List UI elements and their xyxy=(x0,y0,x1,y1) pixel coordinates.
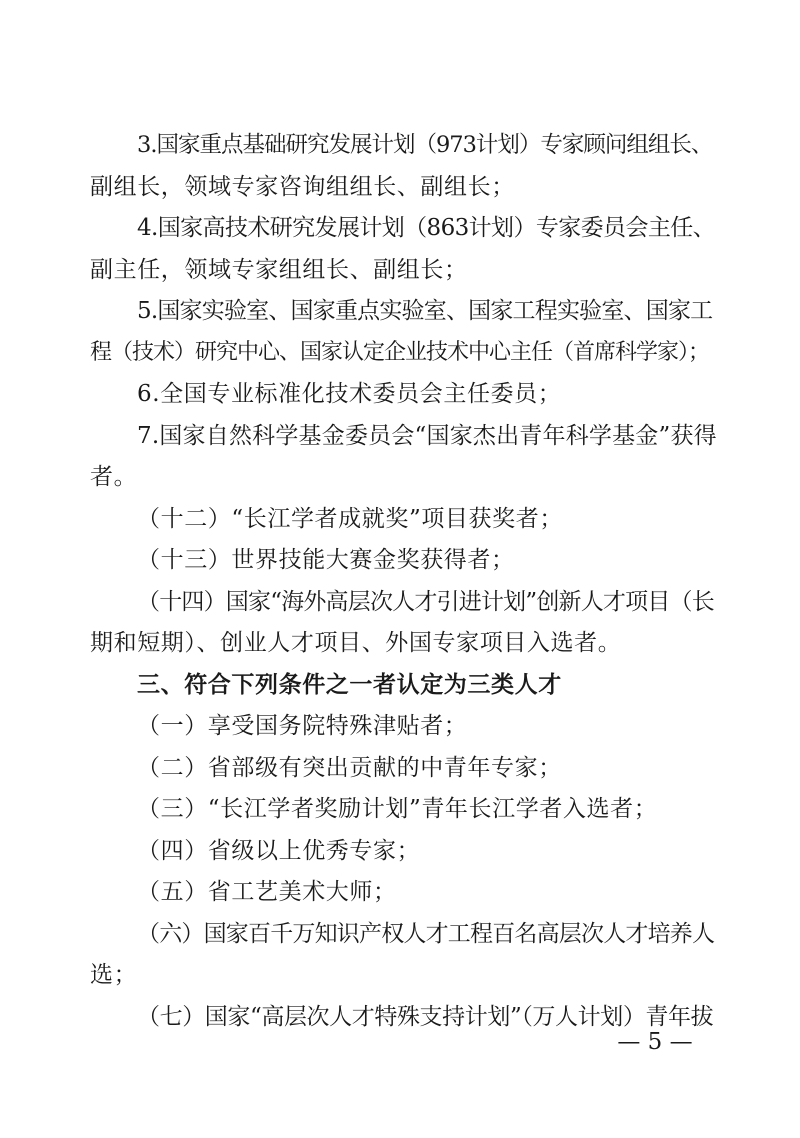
paragraph-line: 选； xyxy=(90,962,138,988)
paragraph-line: 副主任，领域专家组组长、副组长； xyxy=(90,257,468,283)
paragraph-line: （一）享受国务院特殊津贴者； xyxy=(137,713,468,739)
section-heading: 三、符合下列条件之一者认定为三类人才 xyxy=(137,672,562,698)
paragraph-line: 5.国家实验室、国家重点实验室、国家工程实验室、国家工 xyxy=(137,298,713,324)
paragraph-line: 副组长，领域专家咨询组组长、副组长； xyxy=(90,174,515,200)
paragraph-line: （六）国家百千万知识产权人才工程百名高层次人才培养人 xyxy=(137,921,715,947)
paragraph-line: 3.国家重点基础研究发展计划（973计划）专家顾问组组长、 xyxy=(137,132,713,158)
paragraph-line: （十三）世界技能大赛金奖获得者； xyxy=(137,547,515,573)
paragraph-line: 期和短期）、创业人才项目、外国专家项目入选者。 xyxy=(90,630,622,656)
paragraph-line: 7.国家自然科学基金委员会“国家杰出青年科学基金”获得 xyxy=(137,423,717,449)
paragraph-line: 者。 xyxy=(90,464,138,490)
paragraph-line: 程（技术）研究中心、国家认定企业技术中心主任（首席科学家）； xyxy=(90,340,710,365)
paragraph-line: 6.全国专业标准化技术委员会主任委员； xyxy=(137,381,562,407)
paragraph-line: （四）省级以上优秀专家； xyxy=(137,838,421,864)
page-number: — 5 — xyxy=(617,1029,693,1055)
paragraph-line: （三）“长江学者奖励计划”青年长江学者入选者； xyxy=(137,796,658,822)
paragraph-line: （七）国家“高层次人才特殊支持计划”（万人计划）青年拔 xyxy=(137,1004,714,1030)
paragraph-line: （五）省工艺美术大师； xyxy=(137,879,397,905)
paragraph-line: 4.国家高技术研究发展计划（863计划）专家委员会主任、 xyxy=(137,215,716,241)
paragraph-line: （十二）“长江学者成就奖”项目获奖者； xyxy=(137,506,563,532)
paragraph-line: （二）省部级有突出贡献的中青年专家； xyxy=(137,755,562,781)
paragraph-line: （十四）国家“海外高层次人才引进计划”创新人才项目（长 xyxy=(137,589,714,615)
